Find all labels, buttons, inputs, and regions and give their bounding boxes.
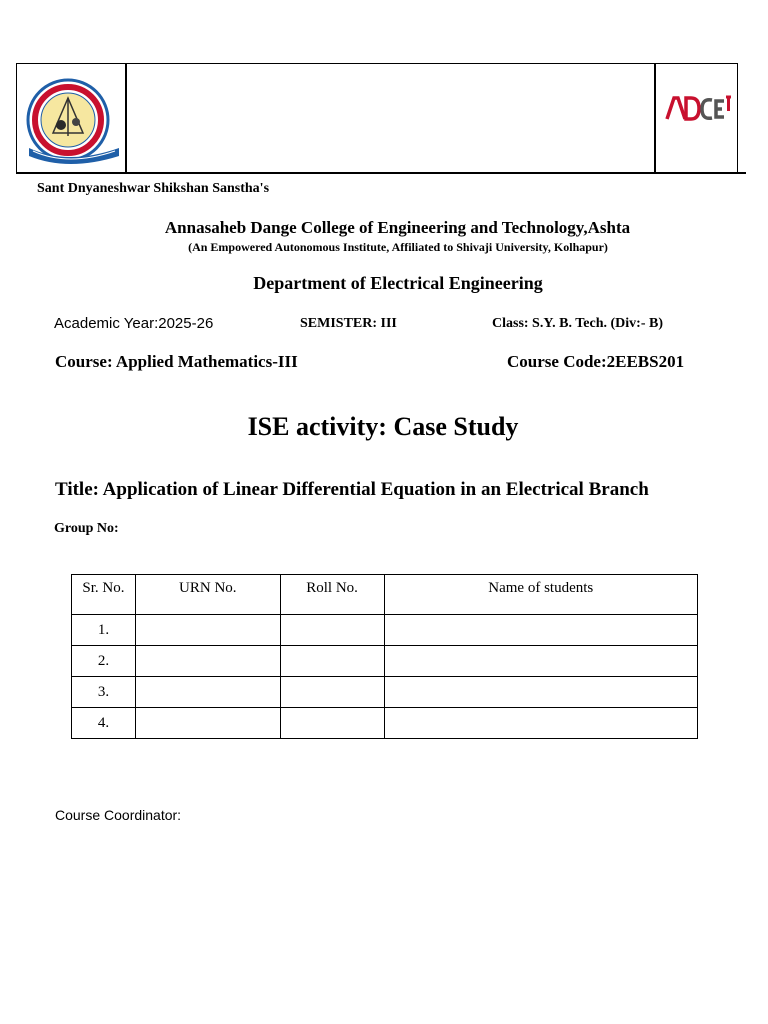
group-number-label: Group No:	[54, 521, 119, 536]
cell-student-name[interactable]	[384, 646, 697, 677]
table-row	[72, 615, 698, 646]
cell-student-name[interactable]	[384, 708, 697, 739]
course-code: Course Code:2EEBS201	[507, 352, 685, 371]
department-name: Department of Electrical Engineering	[253, 273, 543, 293]
cell-urn-no[interactable]	[135, 677, 280, 708]
table-row	[72, 708, 698, 739]
course-info	[55, 352, 298, 372]
table-row	[72, 677, 698, 708]
case-study-title: Title: Application of Linear Differential Equation in an Electrical Branch	[55, 479, 649, 500]
cell-urn-no[interactable]	[135, 646, 280, 677]
course-coordinator-label: Course Coordinator:	[55, 807, 182, 823]
college-seal-logo-icon	[23, 78, 127, 170]
header-roll-no: Roll No.	[280, 575, 384, 615]
table-row	[72, 646, 698, 677]
college-affiliation: (An Empowered Autonomous Institute, Affiliated to Shivaji University, Kolhapur)	[188, 240, 608, 254]
cell-roll-no[interactable]	[280, 615, 384, 646]
students-table	[71, 574, 698, 739]
header-urn-no: URN No.	[135, 575, 280, 615]
cell-roll-no[interactable]	[280, 708, 384, 739]
adcet-logo-icon	[664, 91, 732, 123]
course-label: Course	[55, 352, 107, 371]
sanstha-name: Sant Dnyaneshwar Shikshan Sanstha's	[37, 181, 270, 196]
cell-roll-no[interactable]	[280, 646, 384, 677]
cell-sr-no: 2.	[72, 646, 136, 677]
academic-year: Academic Year:2025-26	[54, 315, 214, 332]
activity-heading: ISE activity: Case Study	[247, 412, 519, 441]
semester: SEMISTER: III	[300, 316, 397, 331]
cell-urn-no[interactable]	[135, 615, 280, 646]
cell-roll-no[interactable]	[280, 677, 384, 708]
header-column-divider-right	[654, 63, 656, 173]
cell-sr-no: 3.	[72, 677, 136, 708]
college-name: Annasaheb Dange College of Engineering and Technology,Ashta	[164, 218, 631, 237]
cell-sr-no: 1.	[72, 615, 136, 646]
header-student-name: Name of students	[384, 575, 697, 615]
table-header-row	[72, 575, 698, 615]
cell-urn-no[interactable]	[135, 708, 280, 739]
class-info: Class: S.Y. B. Tech. (Div:- B)	[492, 316, 664, 331]
header-sr-no: Sr. No.	[72, 575, 136, 615]
cell-sr-no: 4.	[72, 708, 136, 739]
course-value: : Applied Mathematics-III	[106, 352, 298, 371]
cell-student-name[interactable]	[384, 615, 697, 646]
cell-student-name[interactable]	[384, 677, 697, 708]
